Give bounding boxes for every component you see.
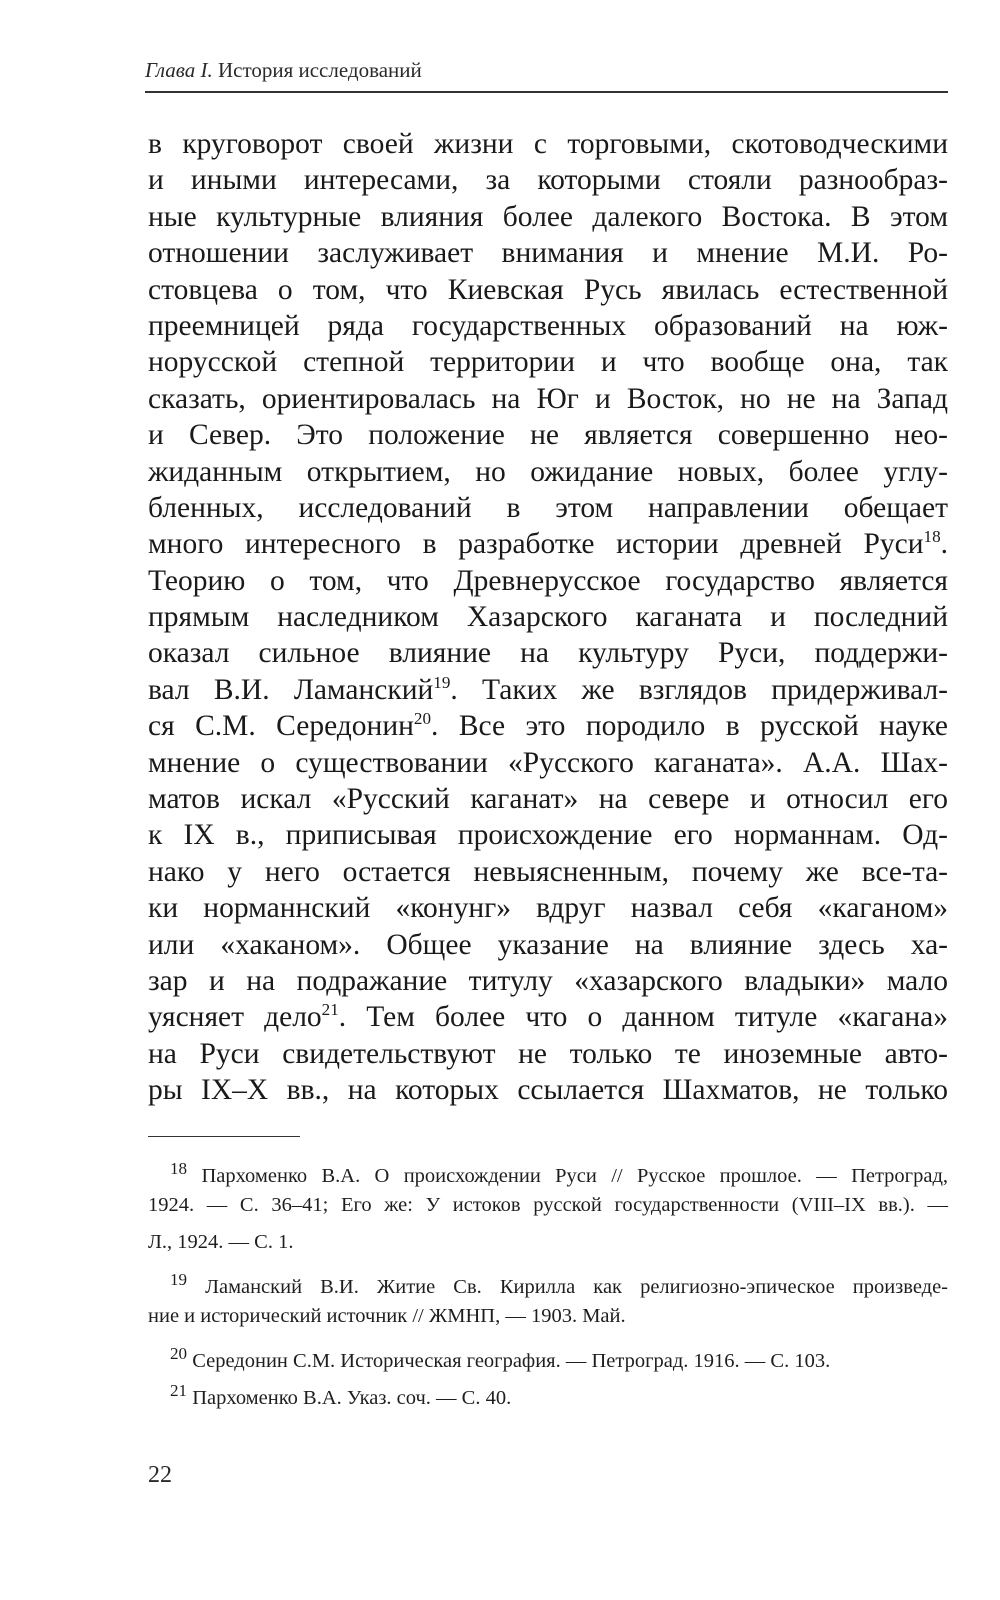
body-line: матов искал «Русский каганат» на севере и относил его (148, 783, 948, 816)
body-line: норусской степной территории и что вообще она, так (148, 346, 948, 379)
body-line-tail: . Тем более что о данном титуле «кагана» (338, 1001, 949, 1034)
footnote-number: 20 (170, 1344, 188, 1363)
body-line: отношении заслуживает внимания и мнение М.И. Ро- (148, 237, 948, 270)
body-line: жиданным открытием, но ожидание новых, более углу- (148, 455, 948, 488)
footnote-separator (148, 1136, 300, 1137)
footnote-number: 19 (170, 1270, 188, 1289)
body-line: оказал сильное влияние на культуру Руси, поддержи- (148, 637, 948, 670)
body-line: ные культурные влияния более далекого Востока. В этом (148, 200, 948, 233)
header-rule (145, 91, 948, 93)
body-line-text: вал В.И. Ламанский (148, 673, 434, 706)
footnote-number: 21 (170, 1381, 188, 1400)
running-head-chapter: Глава I. (145, 58, 213, 82)
body-line: бленных, исследований в этом направлении обещает (148, 491, 948, 524)
body-line: и Север. Это положение не является совершенно нео- (148, 419, 948, 452)
body-line: преемницей ряда государственных образований на юж- (148, 309, 948, 342)
body-line-text: уясняет дело (148, 1001, 322, 1034)
body-line: и иными интересами, за которыми стояли разнообраз- (148, 164, 948, 197)
footnote-ref-18[interactable]: 18 (923, 527, 941, 547)
body-line: зар и на подражание титулу «хазарского владыки» мало (148, 964, 948, 997)
body-line: к IX в., приписывая происхождение его норманнам. Од- (148, 819, 948, 852)
body-line: или «хаканом». Общее указание на влияние здесь ха- (148, 928, 948, 961)
body-line: мнение о существовании «Русского каганата». А.А. Шах- (148, 746, 948, 779)
body-line (148, 672, 948, 708)
footnote-18-line: 1924. — С. 36–41; Его же: У истоков русской государственности (VIII–IX вв.). — (148, 1194, 948, 1216)
body-line (148, 708, 948, 744)
page-number: 22 (148, 1462, 172, 1488)
body-line-text: ся С.М. Середонин (148, 710, 414, 743)
body-line (148, 999, 948, 1035)
body-line: ры IX–X вв., на которых ссылается Шахматов, не только (148, 1074, 948, 1107)
body-line: ки норманнский «конунг» вдруг назвал себя «каганом» (148, 892, 948, 925)
body-line-tail: . (940, 528, 948, 561)
body-line-text: много интересного в разработке истории древней Руси (148, 528, 924, 561)
footnote-18 (148, 1150, 948, 1187)
footnote-ref-21[interactable]: 21 (321, 1000, 339, 1020)
footnote-text: Пархоменко В.А. О происхождении Руси // Русское прошлое. — Петроград, (201, 1164, 948, 1187)
body-text (148, 126, 948, 1109)
body-line-tail: . Таких же взглядов придерживал- (450, 673, 949, 706)
body-line (148, 526, 948, 562)
running-head (145, 58, 422, 83)
footnote-ref-19[interactable]: 19 (433, 673, 451, 693)
footnote-18-line: Л., 1924. — С. 1. (148, 1231, 294, 1253)
body-line: прямым наследником Хазарского каганата и последний (148, 601, 948, 634)
body-line: на Руси свидетельствуют не только те иноземные авто- (148, 1037, 948, 1070)
footnote-text: Пархоменко В.А. Указ. соч. — С. 40. (192, 1386, 512, 1409)
footnote-ref-20[interactable]: 20 (413, 709, 432, 729)
footnote-19-line: ние и исторический источник // ЖМНП, — 1903. Май. (148, 1305, 626, 1327)
footnote-number: 18 (170, 1159, 188, 1178)
footnotes (148, 1150, 948, 1409)
body-line: сказать, ориентировалась на Юг и Восток, но не на Запад (148, 382, 948, 415)
running-head-title: История исследований (217, 58, 422, 82)
body-line: Теорию о том, что Древнерусское государство является (148, 564, 948, 597)
footnote-text: Середонин С.М. Историческая география. — Петроград. 1916. — С. 103. (192, 1349, 831, 1372)
footnote-20 (148, 1335, 948, 1372)
footnote-21 (148, 1372, 948, 1409)
footnote-19 (148, 1261, 948, 1298)
body-line-tail: . Все это породило в русской науке (431, 710, 949, 743)
body-line: стовцева о том, что Киевская Русь явилась естественной (148, 273, 948, 306)
footnote-text: Ламанский В.И. Житие Св. Кирилла как религиозно-эпическое произведе- (205, 1275, 949, 1298)
body-line: нако у него остается невыясненным, почему же все-та- (148, 855, 948, 888)
body-line: в круговорот своей жизни с торговыми, скотоводческими (148, 128, 948, 160)
